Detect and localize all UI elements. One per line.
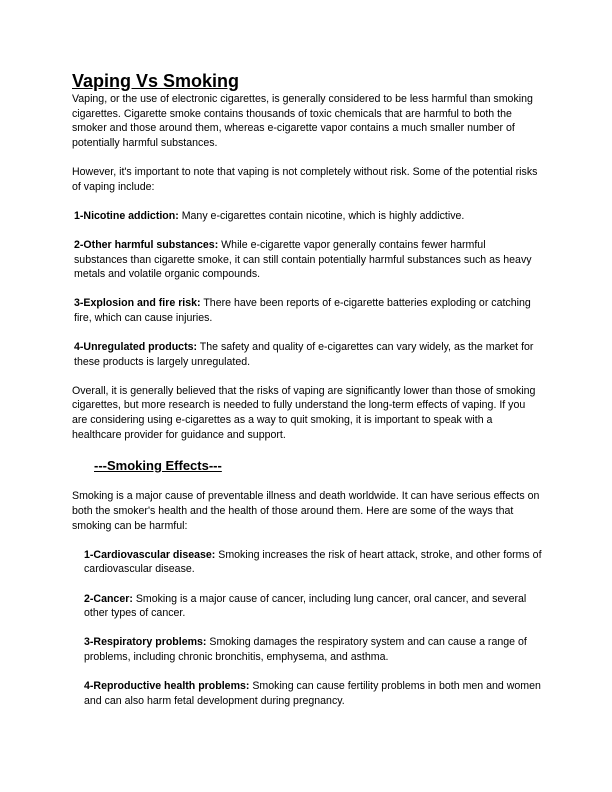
- risk-item: [72, 238, 542, 282]
- effect-label: 3-Respiratory problems:: [84, 636, 207, 649]
- risk-label: 4-Unregulated products:: [74, 341, 198, 354]
- intro-paragraph: Vaping, or the use of electronic cigarettes, is generally considered to be less harmful than smoking cigarettes. Cigarette smoke contains thousands of toxic chemicals that are harmful to both the smoker and those around them, whereas e-cigarette vapor contains a much smaller number of potentially harmful substances.: [72, 93, 533, 149]
- conclusion-paragraph: Overall, it is generally believed that the risks of vaping are significantly lower than those of smoking cigarettes, but more research is needed to fully understand the long-term effects of vaping. If you are considering using e-cigarettes as a way to quit smoking, it is important to speak with a healthcare provider for guidance and support.: [72, 384, 536, 441]
- effect-item: [72, 592, 542, 621]
- page-title: Vaping Vs Smoking: [72, 71, 240, 91]
- risk-text: There have been reports of e-cigarette batteries exploding or catching fire, which can cause injuries.: [74, 297, 531, 324]
- effect-text: Smoking is a major cause of cancer, including lung cancer, oral cancer, and several other types of cancer.: [84, 592, 527, 620]
- risk-text: The safety and quality of e-cigarettes can vary widely, as the market for these products is largely unregulated.: [74, 341, 534, 368]
- effect-text: Smoking damages the respiratory system and can cause a range of problems, including chronic bronchitis, emphysema, and asthma.: [84, 636, 527, 663]
- effect-label: 4-Reproductive health problems:: [84, 680, 250, 693]
- effect-label: 2-Cancer:: [84, 592, 133, 605]
- effect-item: [72, 679, 542, 708]
- risk-item: [72, 340, 542, 369]
- smoking-intro-paragraph: Smoking is a major cause of preventable illness and death worldwide. It can have serious effects on both the smoker's health and the health of those around them. Here are some of the ways that smoking can be harmful:: [72, 490, 540, 532]
- risk-item: [72, 209, 542, 224]
- risk-text: While e-cigarette vapor generally contains fewer harmful substances than cigarette smoke, it can still contain potentially harmful substances such as heavy metals and volatile organic compounds.: [74, 238, 532, 281]
- risks-intro-paragraph: However, it's important to note that vaping is not completely without risk. Some of the potential risks of vaping include:: [72, 165, 538, 193]
- risk-label: 3-Explosion and fire risk:: [74, 297, 201, 310]
- effect-text: Smoking can cause fertility problems in both men and women and can also harm fetal development during pregnancy.: [84, 680, 541, 707]
- risk-item: [72, 296, 542, 325]
- effect-text: Smoking increases the risk of heart attack, stroke, and other forms of cardiovascular disease.: [84, 548, 542, 576]
- risk-label: 1-Nicotine addiction:: [74, 209, 179, 222]
- document-page: [72, 70, 542, 708]
- risk-label: 2-Other harmful substances:: [74, 238, 219, 251]
- effect-label: 1-Cardiovascular disease:: [84, 548, 216, 561]
- effect-item: [72, 635, 542, 664]
- effect-item: [72, 548, 542, 577]
- risk-text: Many e-cigarettes contain nicotine, which is highly addictive.: [178, 209, 465, 222]
- section-heading: ---Smoking Effects---: [94, 457, 222, 473]
